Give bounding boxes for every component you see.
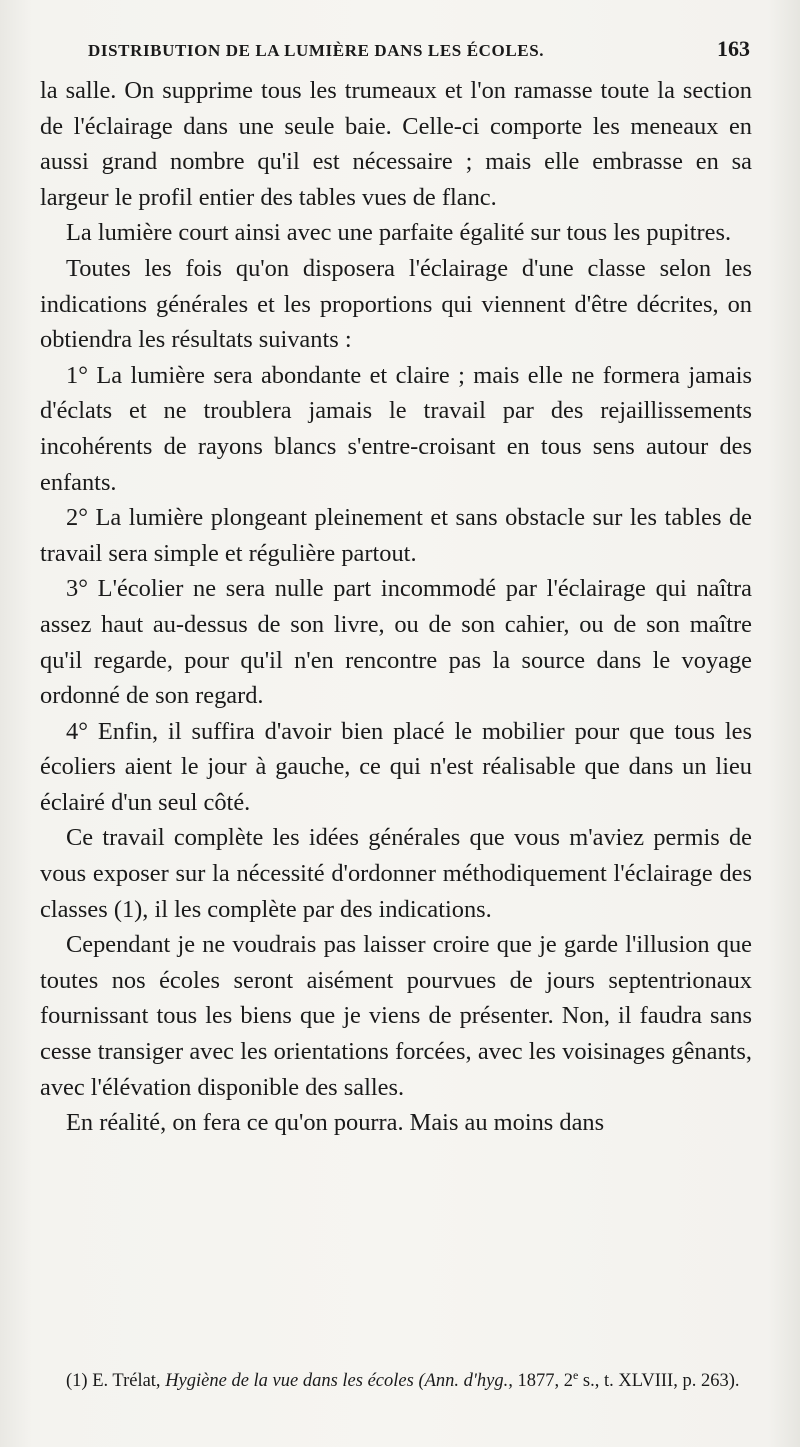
footnote-series-sup: e: [572, 1368, 579, 1382]
list-item: 3° L'écolier ne sera nulle part incommodé par l'éclairage qui naîtra assez haut au-dessus de son livre, ou de son cahier, ou de son maître qu'il regarde, pour qu'il n'en rencontre pas la source dans le voyage ordonné de son regard.: [40, 575, 752, 710]
footnote-text: [40, 1362, 752, 1395]
list-item: 2° La lumière plongeant pleinement et sans obstacle sur les tables de travail sera simple et régulière partout.: [40, 504, 752, 567]
paragraph: la salle. On supprime tous les trumeaux et l'on ramasse toute la section de l'éclairage dans une seule baie. Celle-ci comporte les meneaux en aussi grand nombre qu'il est nécessaire ; mais elle embrasse en sa largeur le profil entier des tables vues de flanc.: [40, 77, 752, 211]
footnote-journal: (Ann. d'hyg.,: [418, 1371, 513, 1392]
paragraph: Toutes les fois qu'on disposera l'éclairage d'une classe selon les indications générales et les proportions qui viennent d'être décrites, on obtiendra les résultats suivants :: [40, 254, 752, 354]
footnote-marker: (1): [66, 1371, 88, 1392]
footnote: [40, 1362, 752, 1395]
footnote-author: E. Trélat,: [92, 1371, 161, 1392]
footnote-series: 2: [563, 1371, 573, 1392]
paragraph: Ce travail complète les idées générales que vous m'aviez permis de vous exposer sur la nécessité d'ordonner méthodiquement l'éclairage des classes (1), il les complète par des indications.: [40, 824, 752, 923]
footnote-rest: s., t. XLVIII, p. 263).: [582, 1371, 740, 1392]
body-text: [40, 73, 752, 1141]
page-number: 163: [717, 36, 750, 61]
list-item: 1° La lumière sera abondante et claire ; mais elle ne formera jamais d'éclats et ne troublera jamais le travail par des rejaillissements incohérents de rayons blancs s'entre-croisant en tous sens autour des enfants.: [40, 361, 752, 496]
footnote-year: 1877,: [517, 1371, 560, 1392]
paragraph: En réalité, on fera ce qu'on pourra. Mais au moins dans: [66, 1109, 605, 1137]
paragraph: Cependant je ne voudrais pas laisser croire que je garde l'illusion que toutes nos écoles seront aisément pourvues de jours septentrionaux fournissant tous les biens que je viens de présenter. Non, il faudra sans cesse transiger avec les orientations forcées, avec les voisinages gênants, avec l'élévation disponible des salles.: [40, 931, 752, 1101]
running-header: [88, 36, 750, 66]
footnote-title: Hygiène de la vue dans les écoles: [165, 1371, 414, 1392]
running-title: DISTRIBUTION DE LA LUMIÈRE DANS LES ÉCOLES.: [88, 41, 545, 60]
paragraph: La lumière court ainsi avec une parfaite égalité sur tous les pupitres.: [66, 219, 732, 247]
list-item: 4° Enfin, il suffira d'avoir bien placé le mobilier pour que tous les écoliers aient le jour à gauche, ce qui n'est réalisable que dans un lieu éclairé d'un seul côté.: [40, 717, 752, 816]
